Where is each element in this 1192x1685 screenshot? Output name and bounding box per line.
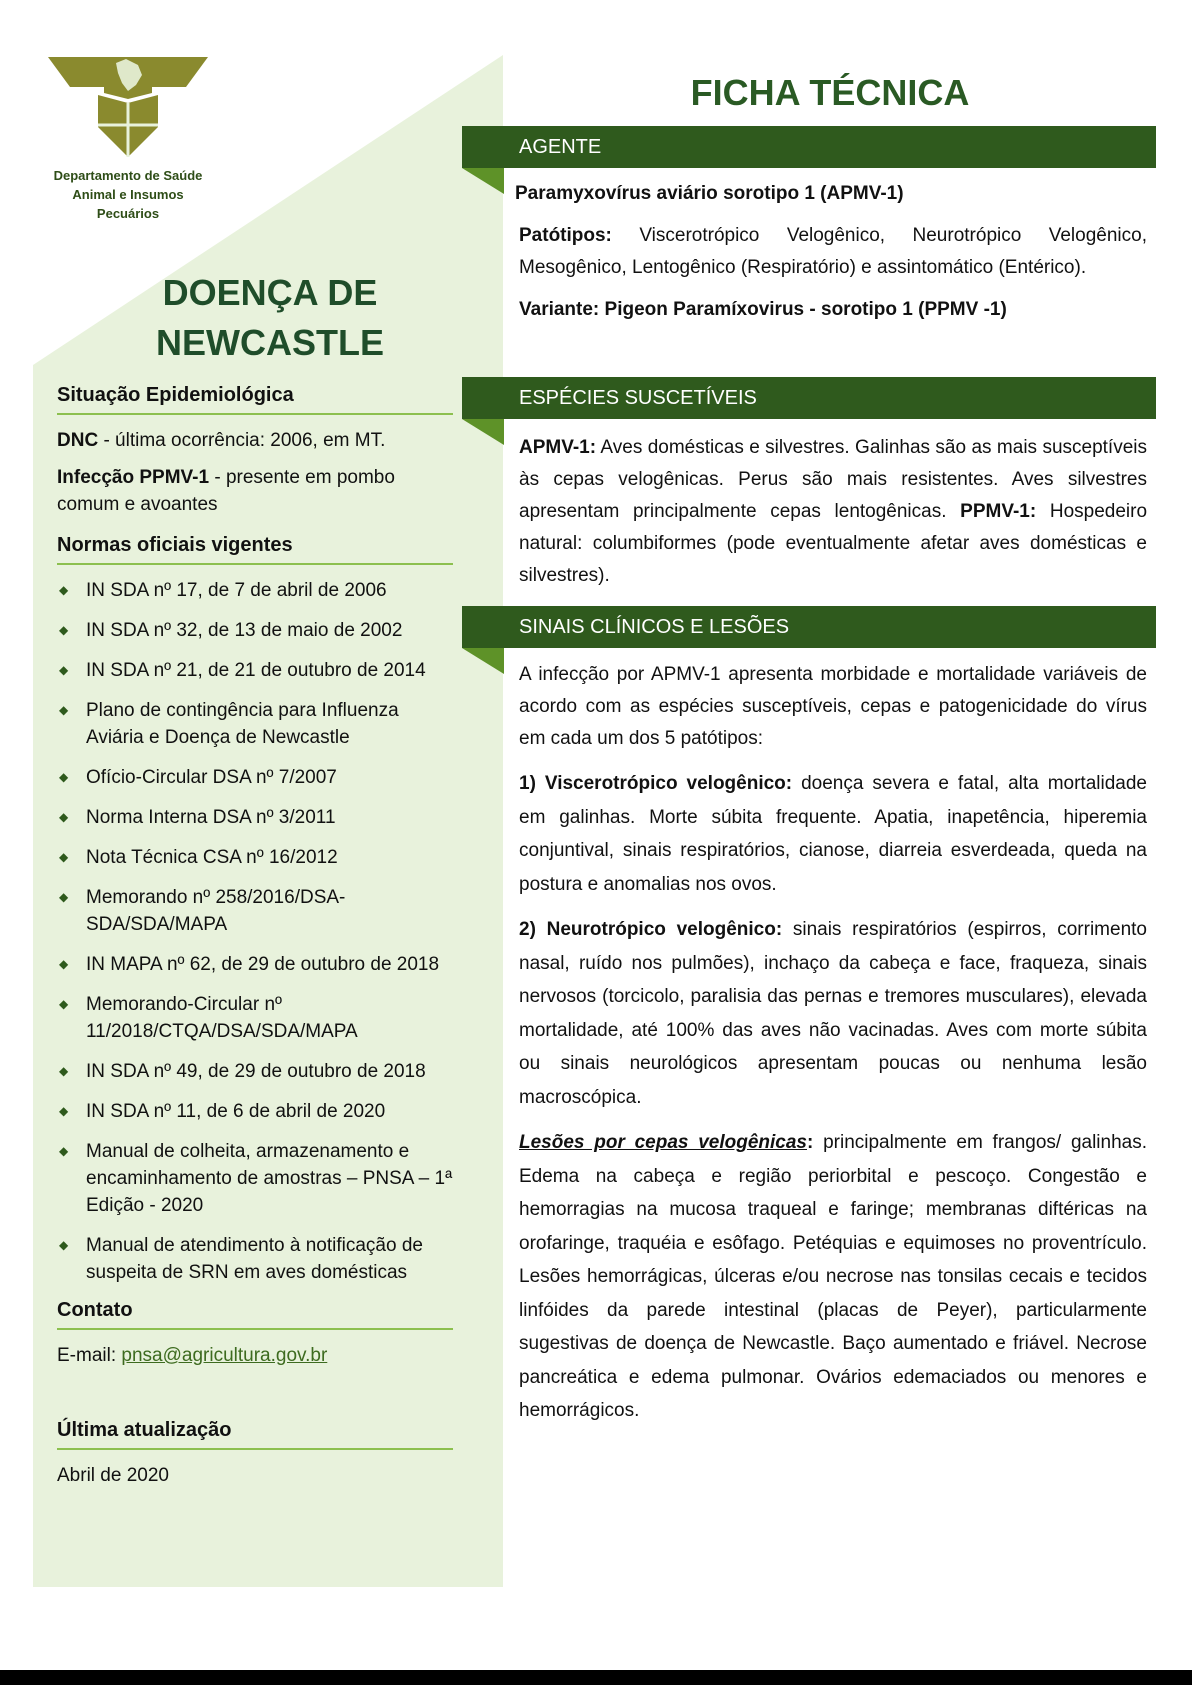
patotipos-paragraph [519, 220, 1147, 284]
section-especies: ESPÉCIES SUSCETÍVEIS [462, 377, 1156, 419]
dnc-paragraph [57, 427, 453, 454]
agente-block [515, 178, 1147, 336]
email-link[interactable]: pnsa@agricultura.gov.br [121, 1345, 328, 1366]
ppmv-label: Infecção PPMV-1 [57, 467, 210, 488]
patotipos-text: Viscerotrópico Velogênico, Neurotrópico Velogênico, Mesogênico, Lentogênico (Respiratório) e assintomático (Entérico). [519, 225, 1147, 278]
norma-item: ◆ IN SDA nº 49, de 29 de outubro de 2018 [57, 1058, 453, 1085]
ficha-title: FICHA TÉCNICA [690, 72, 970, 113]
norma-item: ◆ Manual de colheita, armazenamento e encaminhamento de amostras – PNSA – 1ª Edição - 2020 [57, 1138, 453, 1219]
norma-item: ◆ IN SDA nº 11, de 6 de abril de 2020 [57, 1098, 453, 1125]
variante-text: Variante: Pigeon Paramíxovirus - sorotipo 1 (PPMV -1) [519, 299, 1007, 320]
agent-abbr: (APMV-1) [814, 183, 904, 204]
dnc-label: DNC [57, 430, 99, 451]
norma-item: ◆ Nota Técnica CSA nº 16/2012 [57, 844, 453, 871]
lesoes-label-text: Lesões por cepas velogênicas [519, 1132, 807, 1153]
variante-line [519, 294, 1147, 326]
ppmv-paragraph [57, 464, 453, 518]
neurotropico-text: sinais respiratórios (espirros, corrimento nasal, ruído nos pulmões), inchaço da cabeça e face, fraqueza, sinais nervosos (torcicolo, paralisia das pernas e tremores musculares), elevada mortalidade, até 100% das aves não vacinadas. Aves com morte súbita ou sinais neurológicos apresentam poucas ou nenhuma lesão macroscópica. [519, 919, 1147, 1108]
norma-item: ◆ Plano de contingência para Influenza Aviária e Doença de Newcastle [57, 697, 453, 751]
patotipos-label: Patótipos: [519, 225, 612, 246]
ppmv-species-text: Hospedeiro natural: columbiformes (pode eventualmente afetar aves domésticas e silvestres). [519, 501, 1148, 586]
contato-heading: Contato [57, 1299, 453, 1330]
especies-paragraph [519, 432, 1147, 592]
agent-name-line [515, 178, 1147, 210]
norma-item: ◆ IN SDA nº 32, de 13 de maio de 2002 [57, 617, 453, 644]
dnc-text: - última ocorrência: 2006, em MT. [98, 430, 386, 451]
norma-item: ◆ Memorando nº 258/2016/DSA-SDA/SDA/MAPA [57, 884, 453, 938]
lesoes-paragraph [519, 1126, 1147, 1428]
sinais-block [519, 659, 1147, 1438]
section-corner-decoration [462, 168, 504, 194]
disease-title-line: NEWCASTLE [156, 322, 384, 363]
bottom-border [0, 1670, 1192, 1685]
spacer [57, 1379, 453, 1419]
apmv-text: Aves domésticas e silvestres. Galinhas são as mais susceptíveis às cepas velogênicas. Perus são mais resistentes. Aves silvestres apresentam principalmente cepas lentogênicas. [519, 437, 1147, 522]
disease-title-line: DOENÇA DE [162, 272, 378, 313]
norma-item: ◆ Ofício-Circular DSA nº 7/2007 [57, 764, 453, 791]
norma-item: ◆ Norma Interna DSA nº 3/2011 [57, 804, 453, 831]
norma-item: ◆ IN MAPA nº 62, de 29 de outubro de 2018 [57, 951, 453, 978]
neurotropico-label: 2) Neurotrópico velogênico: [519, 919, 783, 940]
sinais-intro: A infecção por APMV-1 apresenta morbidade e mortalidade variáveis de acordo com as espécies susceptíveis, cepas e patogenicidade do vírus em cada um dos 5 patótipos: [519, 664, 1147, 749]
especies-block [519, 432, 1147, 602]
atualizacao-value: Abril de 2020 [57, 1465, 169, 1486]
viscerotropico-paragraph [519, 767, 1147, 901]
agent-name: Paramyxovírus aviário sorotipo 1 [515, 183, 815, 204]
situacao-heading: Situação Epidemiológica [57, 384, 453, 415]
section-sinais: SINAIS CLÍNICOS E LESÕES [462, 606, 1156, 648]
apmv-label: APMV-1: [519, 437, 597, 458]
logo-text [44, 166, 212, 223]
email-label: E-mail: [57, 1345, 122, 1366]
ppmv-text: - presente em pombo comum e avoantes [57, 467, 395, 515]
disease-title [120, 268, 420, 368]
atualizacao-heading: Última atualização [57, 1419, 453, 1450]
lesoes-text: principalmente em frangos/ galinhas. Edema na cabeça e região periorbital e pescoço. Congestão e hemorragias na mucosa traqueal e faringe; membranas diftéricas na orofaringe, traquéia e esôfago. Petéquias e equimoses no proventrículo. Lesões hemorrágicas, úlceras e/ou necrose nas tonsilas cecais e tecidos linfóides da parede intestinal (placas de Peyer), particularmente sugestivas de doença de Newcastle. Baço aumentado e friável. Necrose pancreática e edema pulmonar. Ovários edemaciados ou menores e hemorrágicos. [519, 1132, 1147, 1421]
dsa-logo-icon [48, 55, 208, 160]
viscerotropico-text: doença severa e fatal, alta mortalidade em galinhas. Morte súbita frequente. Apatia, inapetência, hiperemia conjuntival, sinais respiratórios, cianose, diarreia esverdeada, queda na postura e anomalias nos ovos. [519, 773, 1147, 895]
logo [48, 55, 208, 223]
section-agente: AGENTE [462, 126, 1156, 168]
norma-item: ◆ IN SDA nº 17, de 7 de abril de 2006 [57, 577, 453, 604]
section-corner-decoration [462, 419, 504, 445]
logo-line: Departamento de Saúde [53, 168, 203, 183]
logo-line: Pecuários [96, 206, 160, 221]
left-column [57, 384, 453, 1499]
norma-item: ◆ Memorando-Circular nº 11/2018/CTQA/DSA/SDA/MAPA [57, 991, 453, 1045]
norma-item: ◆ Manual de atendimento à notificação de suspeita de SRN em aves domésticas [57, 1232, 453, 1286]
email-line [57, 1342, 453, 1369]
section-corner-decoration [462, 648, 504, 674]
norma-item: ◆ IN SDA nº 21, de 21 de outubro de 2014 [57, 657, 453, 684]
normas-list [57, 577, 453, 1286]
logo-line: Animal e Insumos [72, 187, 184, 202]
neurotropico-paragraph [519, 913, 1147, 1114]
lesoes-colon: : [807, 1132, 814, 1153]
lesoes-label [519, 1132, 813, 1153]
viscerotropico-label: 1) Viscerotrópico velogênico: [519, 773, 793, 794]
normas-heading: Normas oficiais vigentes [57, 534, 453, 565]
ppmv-species-label: PPMV-1: [960, 501, 1037, 522]
